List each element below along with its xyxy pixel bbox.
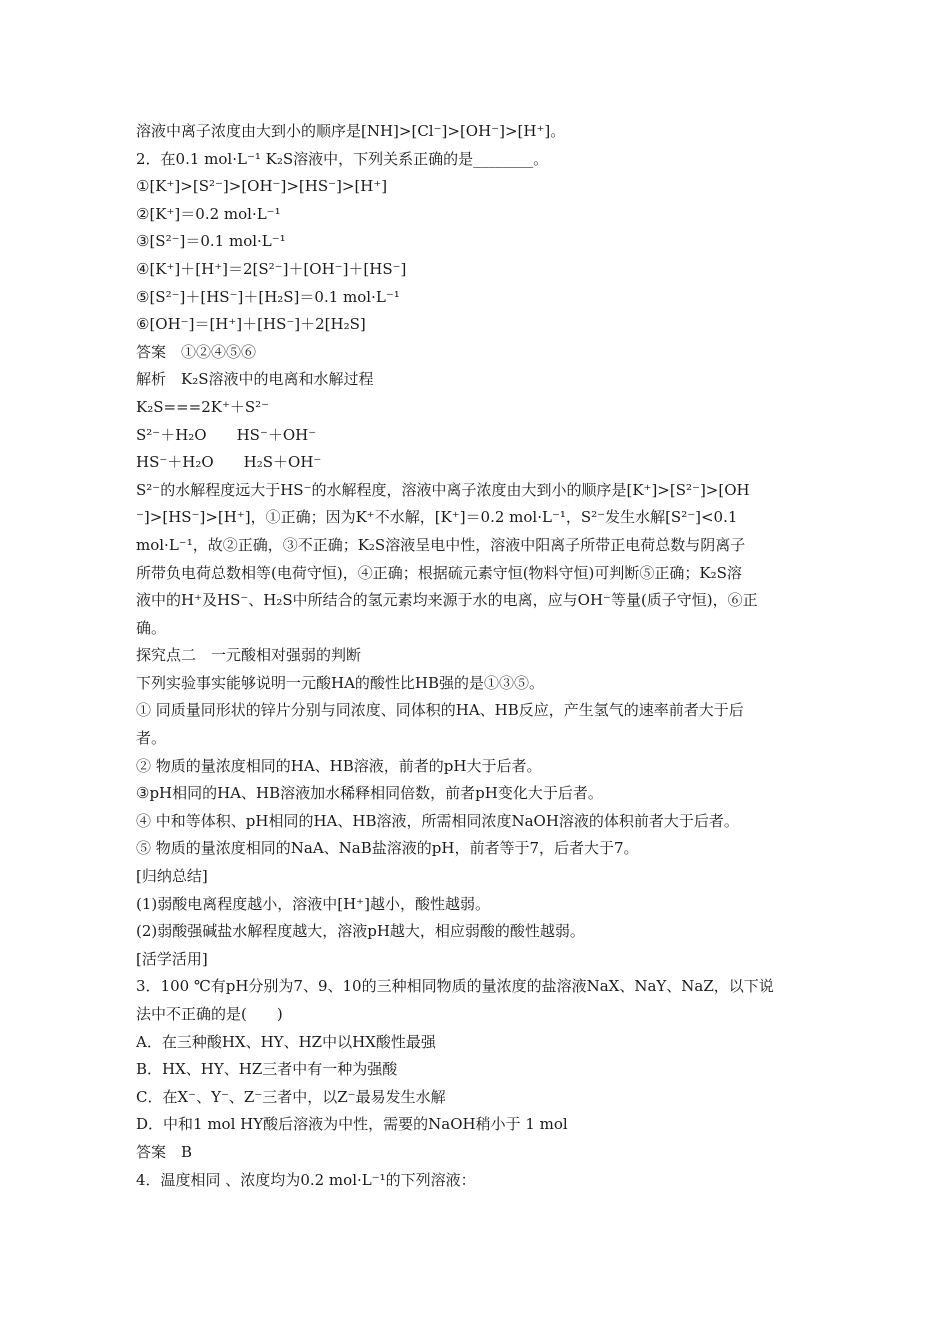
choice-d: D．中和1 mol HY酸后溶液为中性，需要的NaOH稍小于 1 mol [136, 1115, 568, 1134]
fact-5: ⑤ 物质的量浓度相同的NaA、NaB盐溶液的pH，前者等于7，后者大于7。 [136, 839, 639, 858]
practice-heading: [活学活用] [136, 949, 208, 968]
fact-1: ① 同质量同形状的锌片分别与同浓度、同体积的HA、HB反应，产生氢气的速率前者大于后 [136, 701, 744, 720]
fact-3: ③pH相同的HA、HB溶液加水稀释相同倍数，前者pH变化大于后者。 [136, 784, 603, 803]
equation-1: K₂S===2K⁺＋S²⁻ [136, 397, 270, 416]
document-body [136, 118, 816, 1194]
option-6: ⑥[OH⁻]＝[H⁺]＋[HS⁻]＋2[H₂S] [136, 315, 366, 334]
choice-c: C．在X⁻、Y⁻、Z⁻三者中，以Z⁻最易发生水解 [136, 1087, 446, 1106]
summary-heading: [归纳总结] [136, 867, 208, 886]
question-4: 4．温度相同 、浓度均为0.2 mol·L⁻¹的下列溶液： [136, 1170, 476, 1189]
option-2: ②[K⁺]＝0.2 mol·L⁻¹ [136, 204, 281, 223]
answer-3: 答案 B [136, 1142, 193, 1161]
choice-a: A．在三种酸HX、HY、HZ中以HX酸性最强 [136, 1032, 436, 1051]
analysis-text: S²⁻的水解程度远大于HS⁻的水解程度，溶液中离子浓度由大到小的顺序是[K⁺]>[S²⁻]>[OH [136, 480, 750, 499]
question-3-cont: 法中不正确的是( ) [136, 1005, 283, 1023]
question-2: 2．在0.1 mol·L⁻¹ K₂S溶液中，下列关系正确的是________。 [136, 149, 549, 168]
choice-b: B．HX、HY、HZ三者中有一种为强酸 [136, 1060, 398, 1079]
section-heading: 探究点二 一元酸相对强弱的判断 [136, 646, 362, 665]
fact-2: ② 物质的量浓度相同的HA、HB溶液，前者的pH大于后者。 [136, 756, 542, 775]
summary-2: (2)弱酸强碱盐水解程度越大，溶液pH越大，相应弱酸的酸性越弱。 [136, 922, 585, 941]
fact-1-cont: 者。 [136, 729, 167, 748]
analysis-text: ⁻]>[HS⁻]>[H⁺]，①正确；因为K⁺不水解，[K⁺]＝0.2 mol·L⁻¹，S²⁻发生水解[S²⁻]<0.1 [136, 508, 738, 527]
answer-2: 答案 ①②④⑤⑥ [136, 342, 257, 361]
equation-3: HS⁻＋H₂O H₂S＋OH⁻ [136, 453, 322, 472]
summary-1: (1)弱酸电离程度越小，溶液中[H⁺]越小，酸性越弱。 [136, 894, 490, 913]
option-4: ④[K⁺]＋[H⁺]＝2[S²⁻]＋[OH⁻]＋[HS⁻] [136, 259, 407, 278]
analysis-text: mol·L⁻¹，故②正确，③不正确；K₂S溶液呈电中性，溶液中阳离子所带正电荷总数与阴离子 [136, 535, 746, 554]
equation-2: S²⁻＋H₂O HS⁻＋OH⁻ [136, 425, 317, 444]
option-3: ③[S²⁻]＝0.1 mol·L⁻¹ [136, 232, 286, 251]
analysis-text: 液中的H⁺及HS⁻、H₂S中所结合的氢元素均来源于水的电离，应与OH⁻等量(质子守恒)，⑥正 [136, 591, 758, 610]
option-1: ①[K⁺]>[S²⁻]>[OH⁻]>[HS⁻]>[H⁺] [136, 177, 388, 196]
analysis-text: 确。 [136, 618, 167, 637]
option-5: ⑤[S²⁻]＋[HS⁻]＋[H₂S]＝0.1 mol·L⁻¹ [136, 287, 400, 306]
text-line: 溶液中离子浓度由大到小的顺序是[NH]>[Cl⁻]>[OH⁻]>[H⁺]。 [136, 122, 566, 140]
analysis-heading: 解析 K₂S溶液中的电离和水解过程 [136, 370, 374, 389]
question-3: 3．100 ℃有pH分别为7、9、10的三种相同物质的量浓度的盐溶液NaX、NaY、NaZ，以下说 [136, 977, 774, 996]
analysis-text: 所带负电荷总数相等(电荷守恒)，④正确；根据硫元素守恒(物料守恒)可判断⑤正确；K₂S溶 [136, 563, 742, 582]
section-intro: 下列实验事实能够说明一元酸HA的酸性比HB强的是①③⑤。 [136, 673, 545, 692]
fact-4: ④ 中和等体积、pH相同的HA、HB溶液，所需相同浓度NaOH溶液的体积前者大于后者。 [136, 811, 739, 830]
